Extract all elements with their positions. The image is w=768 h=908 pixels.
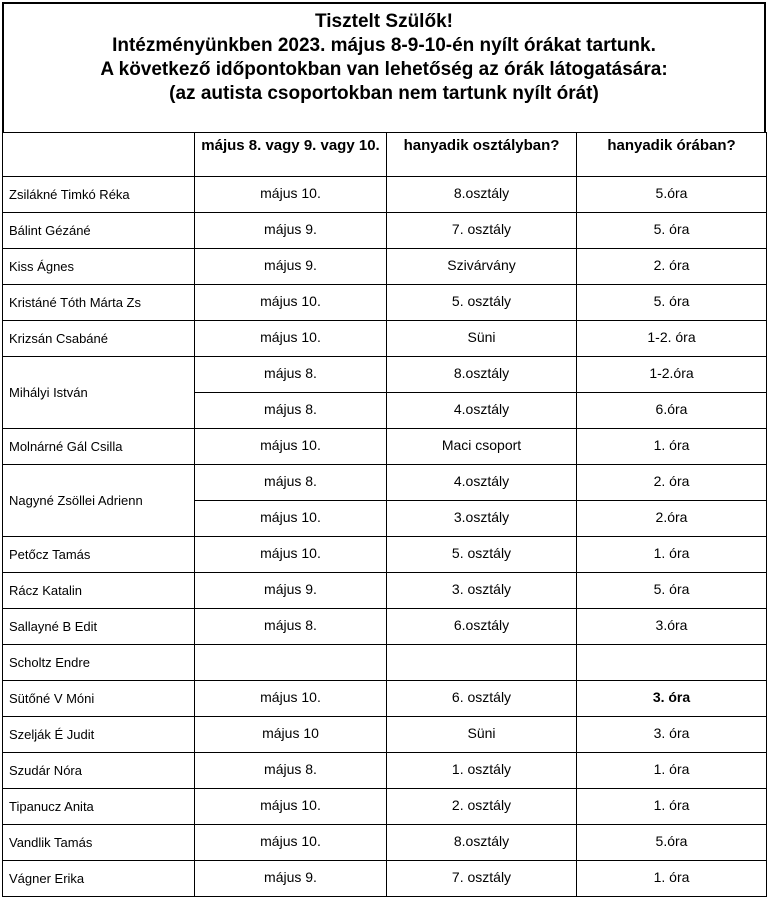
header-class: hanyadik osztályban? xyxy=(387,133,577,177)
table-row xyxy=(3,861,767,897)
date-cell: május 10. xyxy=(195,285,387,321)
class-cell: 8.osztály xyxy=(387,825,577,861)
heading-line-2: Intézményünkben 2023. május 8-9-10-én nyílt órákat tartunk. xyxy=(112,35,656,56)
class-cell: 3. osztály xyxy=(387,573,577,609)
date-cell: május 9. xyxy=(195,861,387,897)
lesson-cell: 1-2.óra xyxy=(577,357,767,393)
document-heading xyxy=(2,2,766,132)
class-cell: Maci csoport xyxy=(387,429,577,465)
date-cell: május 10 xyxy=(195,717,387,753)
class-cell: Szivárvány xyxy=(387,249,577,285)
date-cell: május 9. xyxy=(195,249,387,285)
header-lesson: hanyadik órában? xyxy=(577,133,767,177)
teacher-name: Kiss Ágnes xyxy=(3,249,195,285)
date-cell: május 10. xyxy=(195,825,387,861)
class-cell: 6. osztály xyxy=(387,681,577,717)
date-cell: május 9. xyxy=(195,213,387,249)
header-name xyxy=(3,133,195,177)
teacher-name: Szudár Nóra xyxy=(3,753,195,789)
teacher-name: Zsilákné Timkó Réka xyxy=(3,177,195,213)
table-row xyxy=(3,429,767,465)
teacher-name: Scholtz Endre xyxy=(3,645,195,681)
class-cell: Süni xyxy=(387,321,577,357)
lesson-cell: 5.óra xyxy=(577,177,767,213)
class-cell: 4.osztály xyxy=(387,465,577,501)
teacher-name: Krizsán Csabáné xyxy=(3,321,195,357)
table-row xyxy=(3,609,767,645)
table-row xyxy=(3,753,767,789)
teacher-name: Nagyné Zsöllei Adrienn xyxy=(3,465,195,537)
date-cell: május 10. xyxy=(195,789,387,825)
date-cell: május 8. xyxy=(195,753,387,789)
lesson-cell: 5. óra xyxy=(577,573,767,609)
lesson-cell: 2.óra xyxy=(577,501,767,537)
heading-line-1: Tisztelt Szülők! xyxy=(315,11,453,32)
lesson-cell: 1. óra xyxy=(577,537,767,573)
date-cell: május 8. xyxy=(195,609,387,645)
lesson-cell xyxy=(577,645,767,681)
lesson-cell: 2. óra xyxy=(577,465,767,501)
lesson-cell: 1. óra xyxy=(577,861,767,897)
table-row xyxy=(3,321,767,357)
date-cell: május 8. xyxy=(195,357,387,393)
schedule-table xyxy=(2,132,767,897)
table-row xyxy=(3,645,767,681)
table-row xyxy=(3,717,767,753)
teacher-name: Tipanucz Anita xyxy=(3,789,195,825)
teacher-name: Vandlik Tamás xyxy=(3,825,195,861)
table-row xyxy=(3,825,767,861)
lesson-cell: 1. óra xyxy=(577,789,767,825)
class-cell: 2. osztály xyxy=(387,789,577,825)
teacher-name: Petőcz Tamás xyxy=(3,537,195,573)
date-cell: május 10. xyxy=(195,429,387,465)
lesson-cell: 5.óra xyxy=(577,825,767,861)
table-row xyxy=(3,357,767,393)
teacher-name: Bálint Gézáné xyxy=(3,213,195,249)
header-date: május 8. vagy 9. vagy 10. xyxy=(195,133,387,177)
class-cell: 7. osztály xyxy=(387,861,577,897)
date-cell: május 10. xyxy=(195,681,387,717)
heading-line-4: (az autista csoportokban nem tartunk nyílt órát) xyxy=(169,83,599,104)
class-cell: 3.osztály xyxy=(387,501,577,537)
class-cell xyxy=(387,645,577,681)
date-cell: május 8. xyxy=(195,465,387,501)
document-sheet xyxy=(2,2,766,897)
date-cell xyxy=(195,645,387,681)
table-row xyxy=(3,789,767,825)
class-cell: 8.osztály xyxy=(387,177,577,213)
class-cell: 5. osztály xyxy=(387,285,577,321)
class-cell: 5. osztály xyxy=(387,537,577,573)
class-cell: 1. osztály xyxy=(387,753,577,789)
table-row xyxy=(3,177,767,213)
class-cell: Süni xyxy=(387,717,577,753)
teacher-name: Szelják É Judit xyxy=(3,717,195,753)
date-cell: május 10. xyxy=(195,177,387,213)
lesson-cell: 2. óra xyxy=(577,249,767,285)
date-cell: május 10. xyxy=(195,537,387,573)
teacher-name: Rácz Katalin xyxy=(3,573,195,609)
table-row xyxy=(3,681,767,717)
teacher-name: Molnárné Gál Csilla xyxy=(3,429,195,465)
heading-line-3: A következő időpontokban van lehetőség az órák látogatására: xyxy=(100,59,668,80)
lesson-cell: 5. óra xyxy=(577,285,767,321)
class-cell: 8.osztály xyxy=(387,357,577,393)
table-row xyxy=(3,213,767,249)
lesson-cell: 3.óra xyxy=(577,609,767,645)
lesson-cell: 3. óra xyxy=(577,681,767,717)
date-cell: május 10. xyxy=(195,501,387,537)
table-row xyxy=(3,285,767,321)
table-header-row xyxy=(3,133,767,177)
teacher-name: Kristáné Tóth Márta Zs xyxy=(3,285,195,321)
lesson-cell: 1. óra xyxy=(577,753,767,789)
teacher-name: Sallayné B Edit xyxy=(3,609,195,645)
teacher-name: Sütőné V Móni xyxy=(3,681,195,717)
date-cell: május 9. xyxy=(195,573,387,609)
lesson-cell: 5. óra xyxy=(577,213,767,249)
teacher-name: Vágner Erika xyxy=(3,861,195,897)
table-row xyxy=(3,537,767,573)
date-cell: május 10. xyxy=(195,321,387,357)
class-cell: 6.osztály xyxy=(387,609,577,645)
table-row xyxy=(3,465,767,501)
lesson-cell: 3. óra xyxy=(577,717,767,753)
class-cell: 7. osztály xyxy=(387,213,577,249)
lesson-cell: 6.óra xyxy=(577,393,767,429)
lesson-cell: 1. óra xyxy=(577,429,767,465)
class-cell: 4.osztály xyxy=(387,393,577,429)
teacher-name: Mihályi István xyxy=(3,357,195,429)
table-row xyxy=(3,249,767,285)
table-row xyxy=(3,573,767,609)
date-cell: május 8. xyxy=(195,393,387,429)
lesson-cell: 1-2. óra xyxy=(577,321,767,357)
